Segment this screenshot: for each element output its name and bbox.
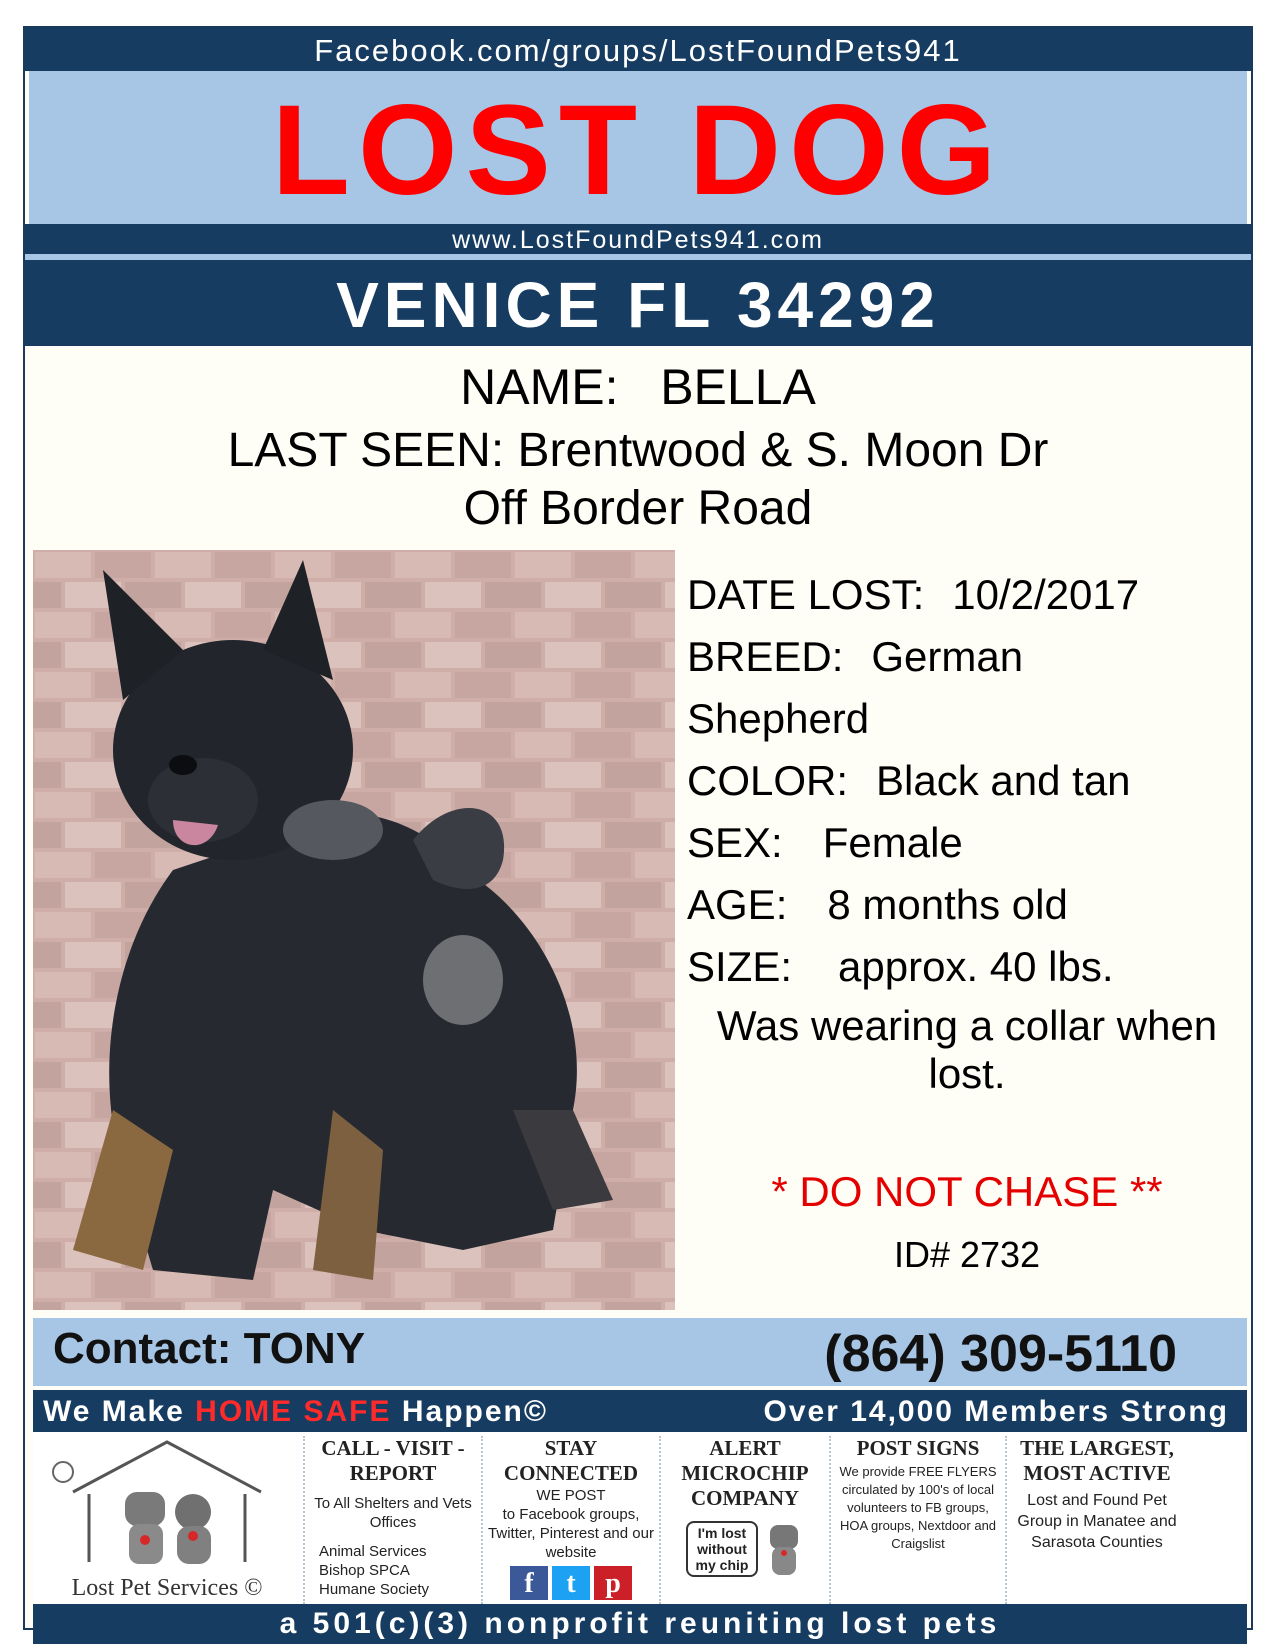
pet-id: ID# 2732 xyxy=(893,1234,1041,1275)
services-panel xyxy=(33,1432,1247,1608)
detail-size: SIZE: approx. 40 lbs. xyxy=(687,943,1114,990)
contact-phone[interactable]: (864) 309-5110 xyxy=(824,1325,1177,1383)
post-signs: POST SIGNS We provide FREE FLYERS circulated by 100's of local volunteers to FB groups, HOA groups, Nextdoor and Craigslist xyxy=(839,1436,997,1551)
lost-pet-services-logo xyxy=(33,1432,301,1608)
nonprofit-footer: a 501(c)(3) nonprofit reuniting lost pets xyxy=(33,1604,1247,1644)
logo-caption: Lost Pet Services © xyxy=(71,1575,263,1601)
facebook-icon[interactable]: f xyxy=(510,1566,548,1600)
divider xyxy=(829,1436,832,1604)
last-seen-line-1: LAST SEEN: Brentwood & S. Moon Dr xyxy=(227,424,1049,477)
collar-note: Was wearing a collar when lost. xyxy=(716,1002,1218,1097)
location-banner: VENICE FL 34292 xyxy=(25,260,1251,346)
divider xyxy=(303,1436,306,1604)
name-label: NAME: xyxy=(460,359,619,415)
website-banner[interactable]: www.LostFoundPets941.com xyxy=(25,224,1251,254)
pet-details xyxy=(687,564,1247,1098)
detail-breed: BREED: German xyxy=(687,633,1024,680)
lost-dog-title: LOST DOG xyxy=(29,71,1247,224)
slogan-bar xyxy=(33,1390,1247,1432)
detail-breed-cont: Shepherd xyxy=(687,695,870,742)
detail-color: COLOR: Black and tan xyxy=(687,757,1131,804)
facebook-group-banner[interactable]: Facebook.com/groups/LostFoundPets941 xyxy=(25,28,1251,71)
pet-name: BELLA xyxy=(660,359,816,415)
members-count: Over 14,000 Members Strong xyxy=(763,1395,1229,1428)
slogan: We Make HOME SAFE Happen© xyxy=(43,1395,548,1428)
divider xyxy=(1005,1436,1008,1604)
dog-icon xyxy=(764,1521,804,1577)
largest-group: THE LARGEST, MOST ACTIVE Lost and Found Pet Group in Manatee and Sarasota Counties xyxy=(1017,1436,1177,1551)
dog-photo xyxy=(33,550,675,1310)
detail-age: AGE: 8 months old xyxy=(687,881,1068,928)
lost-dog-flyer xyxy=(25,28,1251,1640)
shelter-list: Animal Services Bishop SPCA Humane Society xyxy=(319,1543,430,1598)
call-visit-report: CALL - VISIT - REPORT To All Shelters and Vets Offices Animal Services Bishop SPCA Humane Society xyxy=(307,1436,479,1606)
twitter-icon[interactable]: t xyxy=(552,1566,590,1600)
microchip-badge: I'm lost without my chip xyxy=(686,1521,758,1577)
last-seen xyxy=(25,422,1251,538)
alert-microchip: ALERT MICROCHIP COMPANY I'm lost without my chip xyxy=(663,1436,827,1606)
pinterest-icon[interactable]: p xyxy=(594,1566,632,1600)
detail-date-lost: DATE LOST: 10/2/2017 xyxy=(687,571,1140,618)
detail-sex: SEX: Female xyxy=(687,819,963,866)
do-not-chase-warning: * DO NOT CHASE ** xyxy=(771,1168,1163,1215)
last-seen-line-2: Off Border Road xyxy=(463,482,813,535)
divider xyxy=(659,1436,662,1604)
pets-house-icon xyxy=(33,1432,301,1572)
contact-bar xyxy=(33,1318,1247,1386)
contact-name: Contact: TONY xyxy=(53,1324,366,1373)
stay-connected: STAY CONNECTED WE POST to Facebook groups, Twitter, Pinterest and our website f t p xyxy=(488,1436,654,1599)
pet-name-line xyxy=(25,358,1251,416)
dog-photo-illustration xyxy=(33,550,675,1310)
divider xyxy=(481,1436,484,1604)
